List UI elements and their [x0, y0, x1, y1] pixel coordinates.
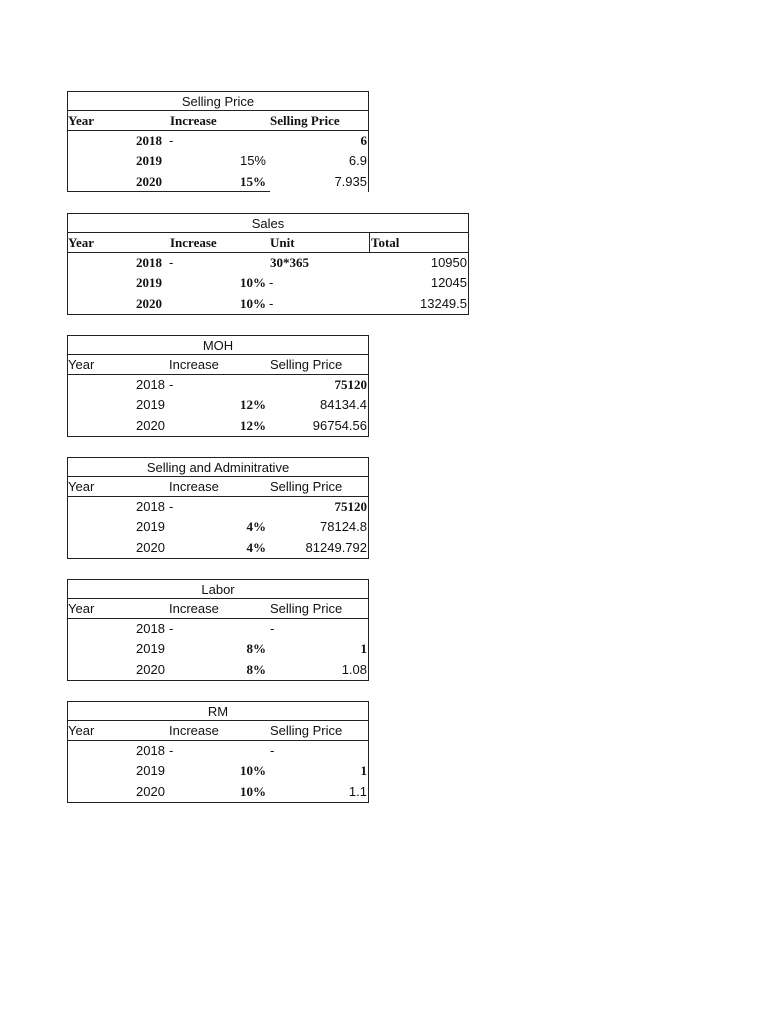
- header-selling-price: Selling Price: [270, 113, 340, 128]
- header-year: Year: [68, 235, 94, 250]
- dash-cell: -: [169, 499, 174, 514]
- value-cell: 75120: [334, 499, 367, 514]
- table-row: [68, 395, 368, 415]
- table-title: Selling and Adminitrative: [67, 457, 369, 477]
- value-cell: 1.1: [348, 783, 367, 799]
- year-cell: 2019: [136, 153, 162, 169]
- increase-cell: 8%: [246, 641, 266, 657]
- increase-cell: 15%: [240, 173, 266, 189]
- year-cell: 2020: [136, 661, 165, 677]
- sales-table: [67, 213, 469, 315]
- table-row: [68, 782, 368, 802]
- total-cell: 10950: [430, 255, 467, 270]
- table-row: [68, 517, 368, 537]
- table-row: [68, 660, 368, 680]
- header-year: Year: [68, 601, 95, 616]
- increase-cell: 4%: [246, 519, 266, 535]
- table-row: [68, 294, 468, 314]
- increase-cell: 12%: [240, 397, 266, 413]
- table-row: [68, 497, 368, 517]
- header-increase: Increase: [169, 723, 219, 738]
- value-cell: 75120: [334, 377, 367, 392]
- selling-admin-table: [67, 457, 369, 559]
- value-cell: 81249.792: [305, 539, 367, 555]
- table-header: [67, 111, 369, 131]
- table-body: [67, 741, 369, 803]
- table-row: [68, 619, 368, 639]
- table-title: Sales: [67, 213, 469, 233]
- dash-cell: -: [270, 621, 275, 636]
- header-total: Total: [371, 235, 400, 250]
- dash-cell: -: [270, 743, 275, 758]
- value-cell: 6.9: [348, 153, 367, 169]
- table-body: [67, 253, 469, 315]
- year-cell: 2018: [136, 133, 162, 148]
- increase-cell: 8%: [246, 661, 266, 677]
- value-cell: 96754.56: [312, 417, 367, 433]
- total-cell: 13249.5: [420, 295, 467, 311]
- table-row: [68, 416, 368, 436]
- header-increase: Increase: [169, 357, 219, 372]
- increase-cell: 15%: [239, 153, 266, 169]
- year-cell: 2018: [136, 743, 165, 758]
- table-row: [68, 151, 368, 171]
- value-cell: 78124.8: [320, 519, 367, 535]
- table-row: [68, 761, 368, 781]
- year-cell: 2020: [136, 417, 165, 433]
- year-cell: 2018: [136, 499, 165, 514]
- table-row: [68, 375, 368, 395]
- dash-cell: -: [169, 133, 174, 148]
- dash-cell: -: [169, 743, 174, 758]
- year-cell: 2020: [136, 173, 162, 189]
- table-row: [68, 172, 368, 192]
- unit-cell: 30*365: [270, 255, 309, 270]
- increase-cell: 10%: [240, 275, 266, 291]
- table-title: MOH: [67, 335, 369, 355]
- year-cell: 2020: [136, 539, 165, 555]
- value-cell: 1.08: [341, 661, 367, 677]
- dash-cell: -: [169, 621, 174, 636]
- table-body: [67, 497, 369, 559]
- value-cell: 7.935: [334, 173, 367, 189]
- header-selling-price: Selling Price: [270, 479, 343, 494]
- value-cell: 1: [360, 641, 367, 657]
- header-year: Year: [68, 113, 94, 128]
- increase-cell: 10%: [240, 783, 266, 799]
- year-cell: 2018: [136, 377, 165, 392]
- increase-cell: 10%: [240, 295, 266, 311]
- unit-cell: -: [269, 275, 274, 291]
- table-header: [67, 599, 369, 619]
- header-year: Year: [68, 723, 95, 738]
- header-increase: Increase: [169, 479, 219, 494]
- table-row: [68, 273, 468, 293]
- header-divider: [369, 233, 370, 252]
- moh-table: [67, 335, 369, 437]
- year-cell: 2018: [136, 255, 162, 270]
- unit-cell: -: [269, 295, 274, 311]
- table-row: [68, 741, 368, 761]
- increase-cell: 12%: [240, 417, 266, 433]
- dash-cell: -: [169, 255, 174, 270]
- table-body: [67, 131, 369, 192]
- header-increase: Increase: [169, 601, 219, 616]
- header-selling-price: Selling Price: [270, 601, 343, 616]
- year-cell: 2020: [136, 783, 165, 799]
- increase-cell: 10%: [240, 763, 266, 779]
- table-header: [67, 233, 469, 253]
- value-cell: 6: [360, 133, 367, 148]
- year-cell: 2018: [136, 621, 165, 636]
- labor-table: [67, 579, 369, 681]
- header-increase: Increase: [170, 113, 217, 128]
- header-selling-price: Selling Price: [270, 357, 343, 372]
- table-body: [67, 619, 369, 681]
- selling-price-table: [67, 91, 369, 192]
- table-header: [67, 721, 369, 741]
- year-cell: 2019: [136, 641, 165, 657]
- table-title: Selling Price: [67, 91, 369, 111]
- value-cell: 1: [360, 763, 367, 779]
- header-selling-price: Selling Price: [270, 723, 343, 738]
- year-cell: 2019: [136, 397, 165, 413]
- table-row: [68, 639, 368, 659]
- table-row: [68, 131, 368, 151]
- increase-cell: 4%: [246, 539, 266, 555]
- year-cell: 2019: [136, 275, 162, 291]
- table-title: Labor: [67, 579, 369, 599]
- year-cell: 2019: [136, 763, 165, 779]
- table-row: [68, 253, 468, 273]
- header-year: Year: [68, 479, 95, 494]
- table-row: [68, 538, 368, 558]
- table-body: [67, 375, 369, 437]
- header-year: Year: [68, 357, 95, 372]
- header-unit: Unit: [270, 235, 295, 250]
- table-title: RM: [67, 701, 369, 721]
- table-header: [67, 477, 369, 497]
- total-cell: 12045: [430, 275, 467, 291]
- header-increase: Increase: [170, 235, 217, 250]
- dash-cell: -: [169, 377, 174, 392]
- value-cell: 84134.4: [320, 397, 367, 413]
- year-cell: 2019: [136, 519, 165, 535]
- year-cell: 2020: [136, 295, 162, 311]
- rm-table: [67, 701, 369, 803]
- table-header: [67, 355, 369, 375]
